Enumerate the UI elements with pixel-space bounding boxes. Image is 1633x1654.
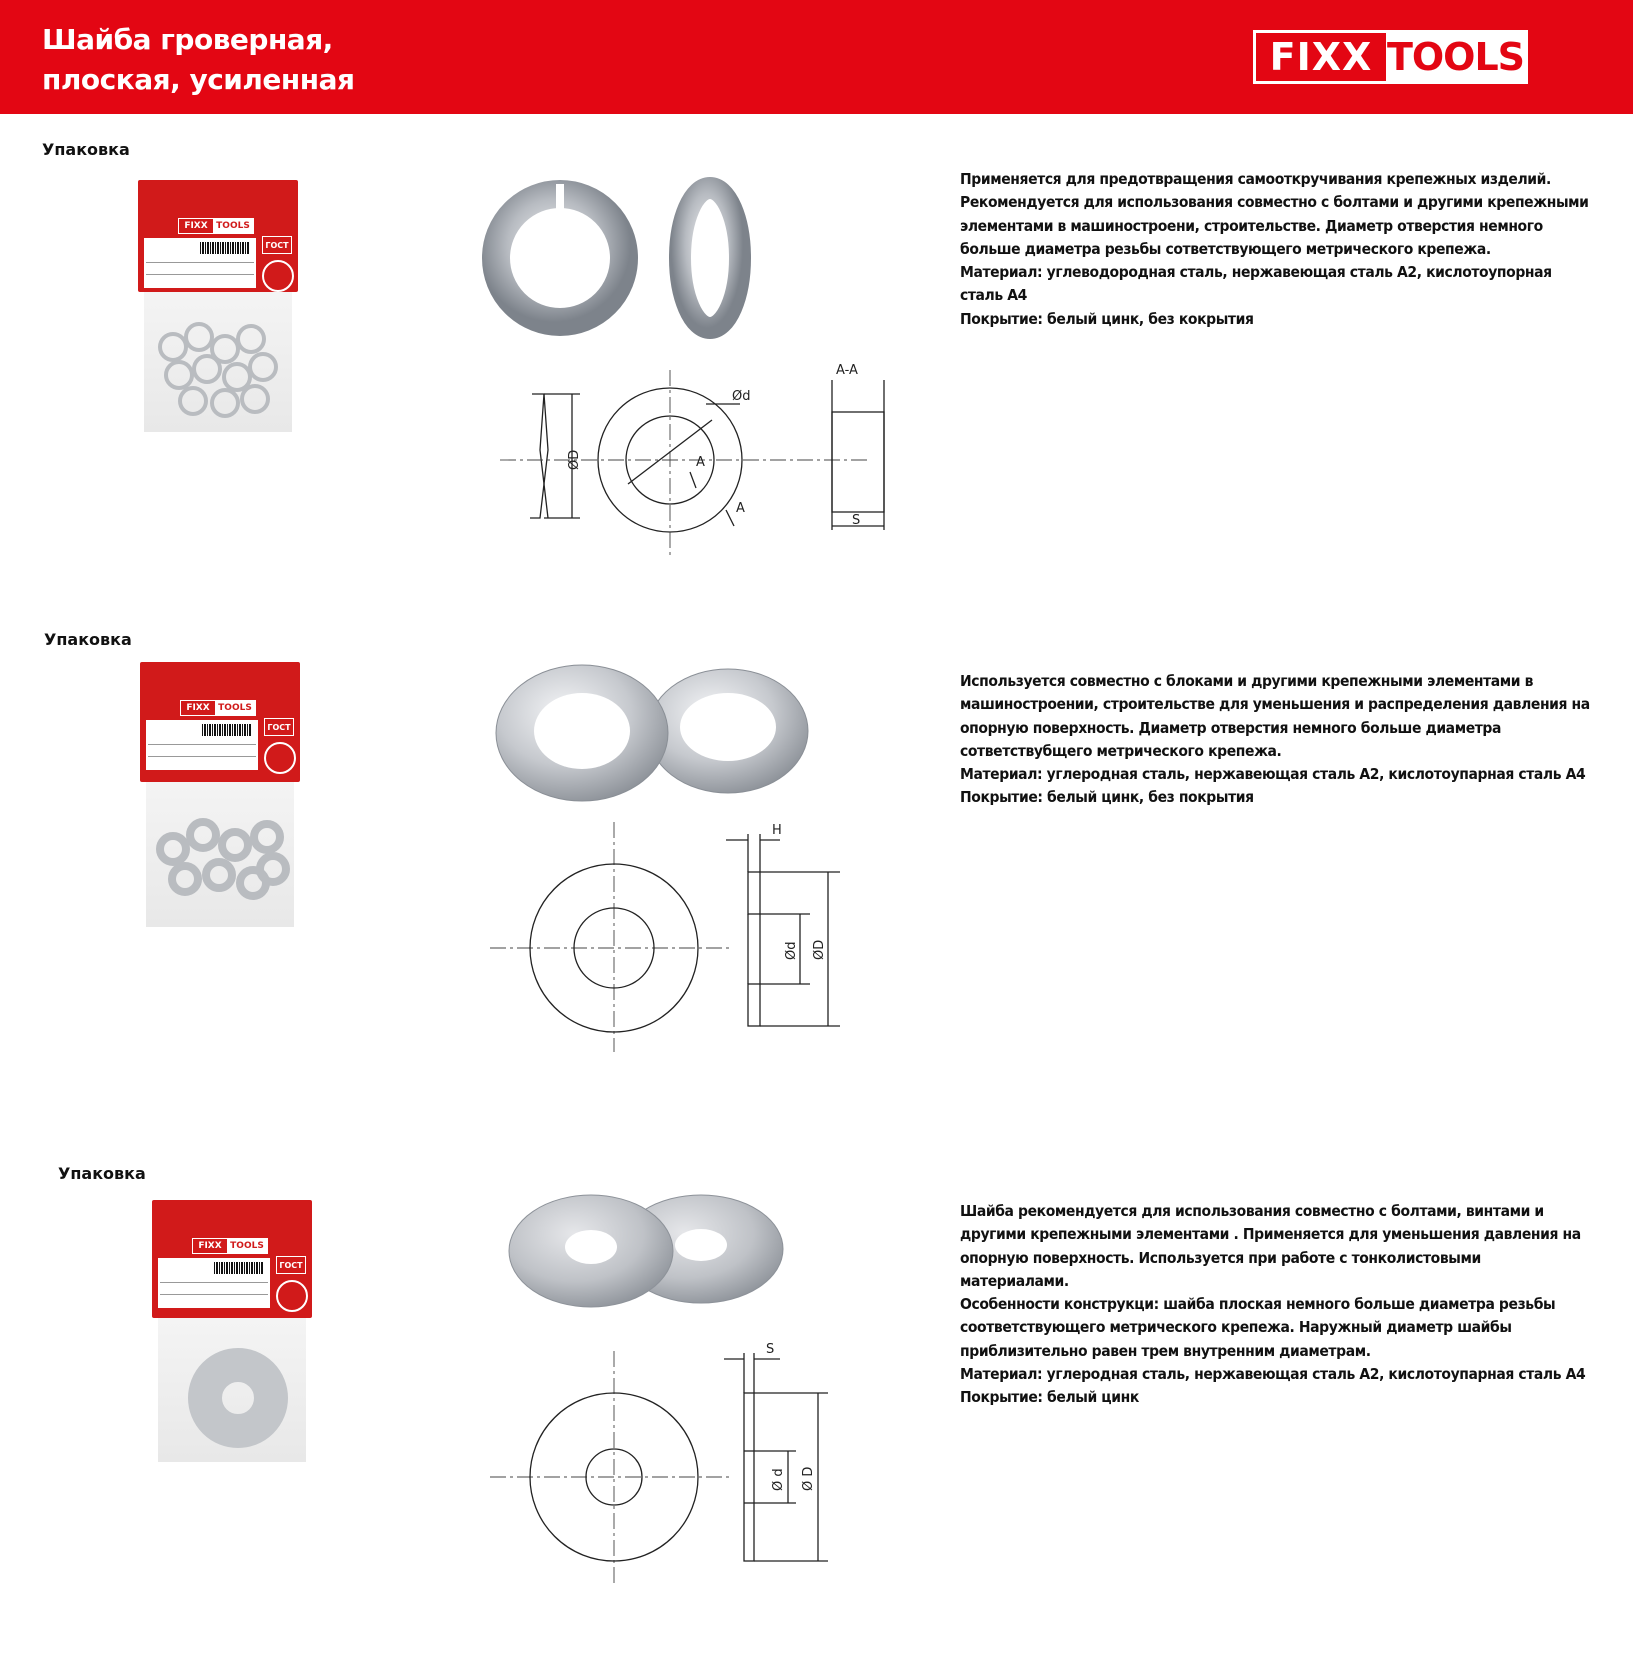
- section-2-desc-p1: Используется совместно с блоками и другими крепежными элементами в машиностроении, строительстве для уменьшения и распределения давления на опорную поверхность. Диаметр отверстия немного больше диаметра сотвeтствубщего метрического крепежа.: [960, 672, 1590, 760]
- flat-washer-drawing: [490, 820, 850, 1060]
- package-bag: [144, 292, 292, 432]
- brand-logo: [1253, 30, 1528, 84]
- section-2-desc-p3: Покрытие: белый цинк, без покрытия: [960, 788, 1254, 807]
- section-3-description: [960, 1200, 1590, 1410]
- section-3-label: Упаковка: [58, 1164, 146, 1183]
- package-logo-a: FIXX: [193, 1239, 227, 1253]
- package-logo-a: FIXX: [179, 219, 213, 233]
- page-title-line-1: Шайба гроверная,: [42, 23, 333, 56]
- quality-stamp: [264, 742, 296, 774]
- quality-stamp: [276, 1280, 308, 1312]
- barcode: [200, 242, 250, 254]
- package-photo-spring-washer: [138, 180, 298, 432]
- section-3-desc-p1: Шайба рекомендуется для использования совместно с болтами, винтами и другими крепежными элементами . Применяется для уменьшения давления на опорную поверхность. Используется при работе с тонколистовыми материалами.: [960, 1202, 1581, 1290]
- section-1-desc-p3: Материал: углеводородная сталь, нержавеющая сталь А2, кислотоупорная сталь А4: [960, 263, 1552, 305]
- section-2-label: Упаковка: [44, 630, 132, 649]
- package-card: [140, 662, 300, 782]
- section-3-desc-p2: Особенности конструкци: шайба плоская немного больше диаметра резьбы соответствующего метрического крепежа. Наружный диаметр шайбы приблизительно равен трем внутренним диаметрам.: [960, 1295, 1556, 1360]
- package-card: [138, 180, 298, 292]
- package-logo-a: FIXX: [181, 701, 215, 715]
- package-logo-b: TOOLS: [227, 1239, 267, 1253]
- dim-s-label-1: S: [852, 513, 861, 528]
- package-photo-reinforced-washer: [152, 1200, 312, 1462]
- package-logo-b: TOOLS: [213, 219, 253, 233]
- section-1-desc-p2: Рекомендуется для использования совместно с болтами и другими крепежными элементами в машинострoени, строительстве. Диаметр отверстия немного больше диаметра резьбы сотвeтствующего метрического крепежа.: [960, 193, 1589, 258]
- dim-d-label-1: Ød: [732, 389, 751, 404]
- section-1-description: [960, 168, 1590, 331]
- dim-h-label: H: [772, 823, 782, 838]
- dim-s-label-3: S: [766, 1342, 775, 1357]
- gost-badge: ГОСТ: [262, 236, 292, 254]
- brand-logo-part-fixx: FIXX: [1256, 33, 1386, 81]
- gost-badge: ГОСТ: [264, 718, 294, 736]
- section-3-desc-p3: Материал: углеродная сталь, нержавеющая сталь А2, кислотоупарная сталь А4: [960, 1365, 1586, 1384]
- section-1-desc-p4: Покрытие: белый цинк, без кокрытия: [960, 309, 1254, 328]
- package-label: [158, 1258, 270, 1308]
- package-card: [152, 1200, 312, 1318]
- section-mark-a1: A: [696, 455, 705, 470]
- package-photo-flat-washer: [140, 662, 300, 927]
- section-mark-a2: A: [736, 501, 745, 516]
- package-label: [144, 238, 256, 288]
- dim-D-label-3: Ø D: [801, 1466, 816, 1491]
- dim-D-label-2: ØD: [812, 939, 827, 960]
- barcode: [202, 724, 252, 736]
- dim-d-label-2: Ød: [784, 941, 799, 960]
- barcode: [214, 1262, 264, 1274]
- spring-washer-drawing: [500, 360, 920, 570]
- section-2-desc-p2: Материал: углеродная сталь, нержавеющая сталь А2, кислотоупарная сталь А4: [960, 765, 1586, 784]
- dim-d-label-3: Ø d: [771, 1468, 786, 1491]
- reinforced-washer-drawing: [490, 1342, 850, 1595]
- package-logo-b: TOOLS: [215, 701, 255, 715]
- package-logo: [178, 218, 254, 234]
- package-logo: [192, 1238, 268, 1254]
- spring-washer-photo: [480, 170, 780, 350]
- section-1-label: Упаковка: [42, 140, 130, 159]
- dim-D-label-1: ØD: [567, 449, 582, 470]
- header-banner: [0, 0, 1633, 114]
- section-3-desc-p4: Покрытие: белый цинк: [960, 1388, 1139, 1407]
- gost-badge: ГОСТ: [276, 1256, 306, 1274]
- section-a-a-label: A-A: [836, 363, 858, 378]
- section-1-desc-p1: Применяется для предотвращения самооткручивания крепежных изделий.: [960, 170, 1551, 188]
- package-label: [146, 720, 258, 770]
- package-bag: [158, 1318, 306, 1462]
- quality-stamp: [262, 260, 294, 292]
- package-logo: [180, 700, 256, 716]
- flat-washer-photo: [490, 655, 820, 805]
- section-2-description: [960, 670, 1590, 810]
- page-title: [42, 20, 354, 100]
- page-title-line-2: плоская, усиленная: [42, 63, 355, 96]
- brand-logo-part-tools: TOOLS: [1386, 35, 1525, 79]
- reinforced-washer-photo: [505, 1185, 805, 1315]
- package-bag: [146, 782, 294, 927]
